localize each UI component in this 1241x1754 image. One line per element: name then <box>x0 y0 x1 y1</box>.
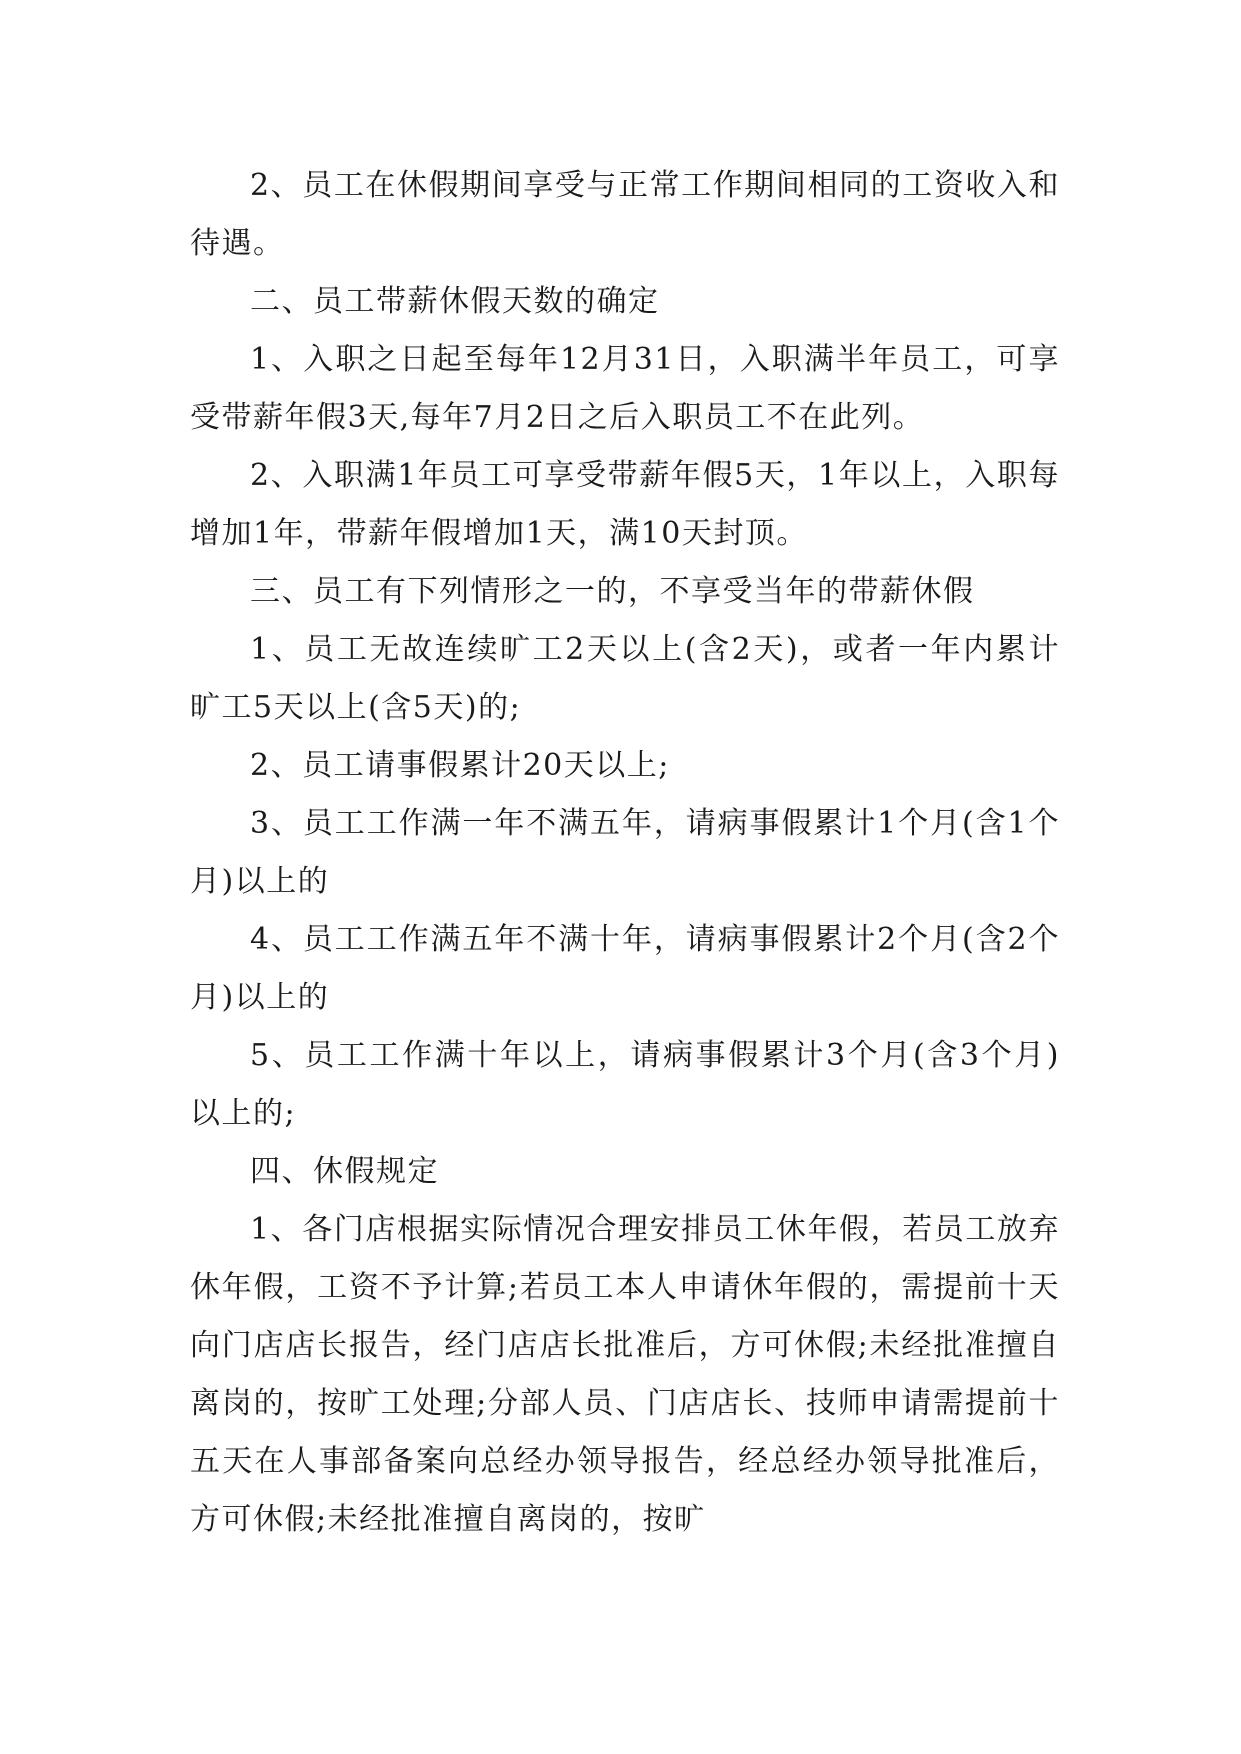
section-heading: 三、员工有下列情形之一的，不享受当年的带薪休假 <box>250 574 975 609</box>
paragraph: 4、员工工作满五年不满十年，请病事假累计2个月(含2个月)以上的 <box>190 922 1060 1015</box>
paragraph: 2、入职满1年员工可享受带薪年假5天，1年以上，入职每增加1年，带薪年假增加1天，满10天封顶。 <box>190 458 1060 551</box>
paragraph: 3、员工工作满一年不满五年，请病事假累计1个月(含1个月)以上的 <box>190 806 1060 899</box>
document-body <box>190 157 1060 1549</box>
paragraph: 5、员工工作满十年以上，请病事假累计3个月(含3个月)以上的; <box>190 1038 1060 1131</box>
paragraph: 2、员工请事假累计20天以上; <box>250 748 670 783</box>
paragraph: 1、各门店根据实际情况合理安排员工休年假，若员工放弃休年假，工资不予计算;若员工本人申请休年假的，需提前十天向门店店长报告，经门店店长批准后，方可休假;未经批准擅自离岗的，按旷工处理;分部人员、门店店长、技师申请需提前十五天在人事部备案向总经办领导报告，经总经办领导批准后，方可休假;未经批准擅自离岗的，按旷 <box>190 1212 1060 1537</box>
section-heading: 四、休假规定 <box>250 1154 439 1189</box>
section-heading: 二、员工带薪休假天数的确定 <box>250 284 660 319</box>
paragraph: 2、员工在休假期间享受与正常工作期间相同的工资收入和待遇。 <box>190 168 1060 261</box>
paragraph: 1、入职之日起至每年12月31日，入职满半年员工，可享受带薪年假3天,每年7月2日之后入职员工不在此列。 <box>190 342 1060 435</box>
paragraph: 1、员工无故连续旷工2天以上(含2天)，或者一年内累计旷工5天以上(含5天)的; <box>190 632 1060 725</box>
